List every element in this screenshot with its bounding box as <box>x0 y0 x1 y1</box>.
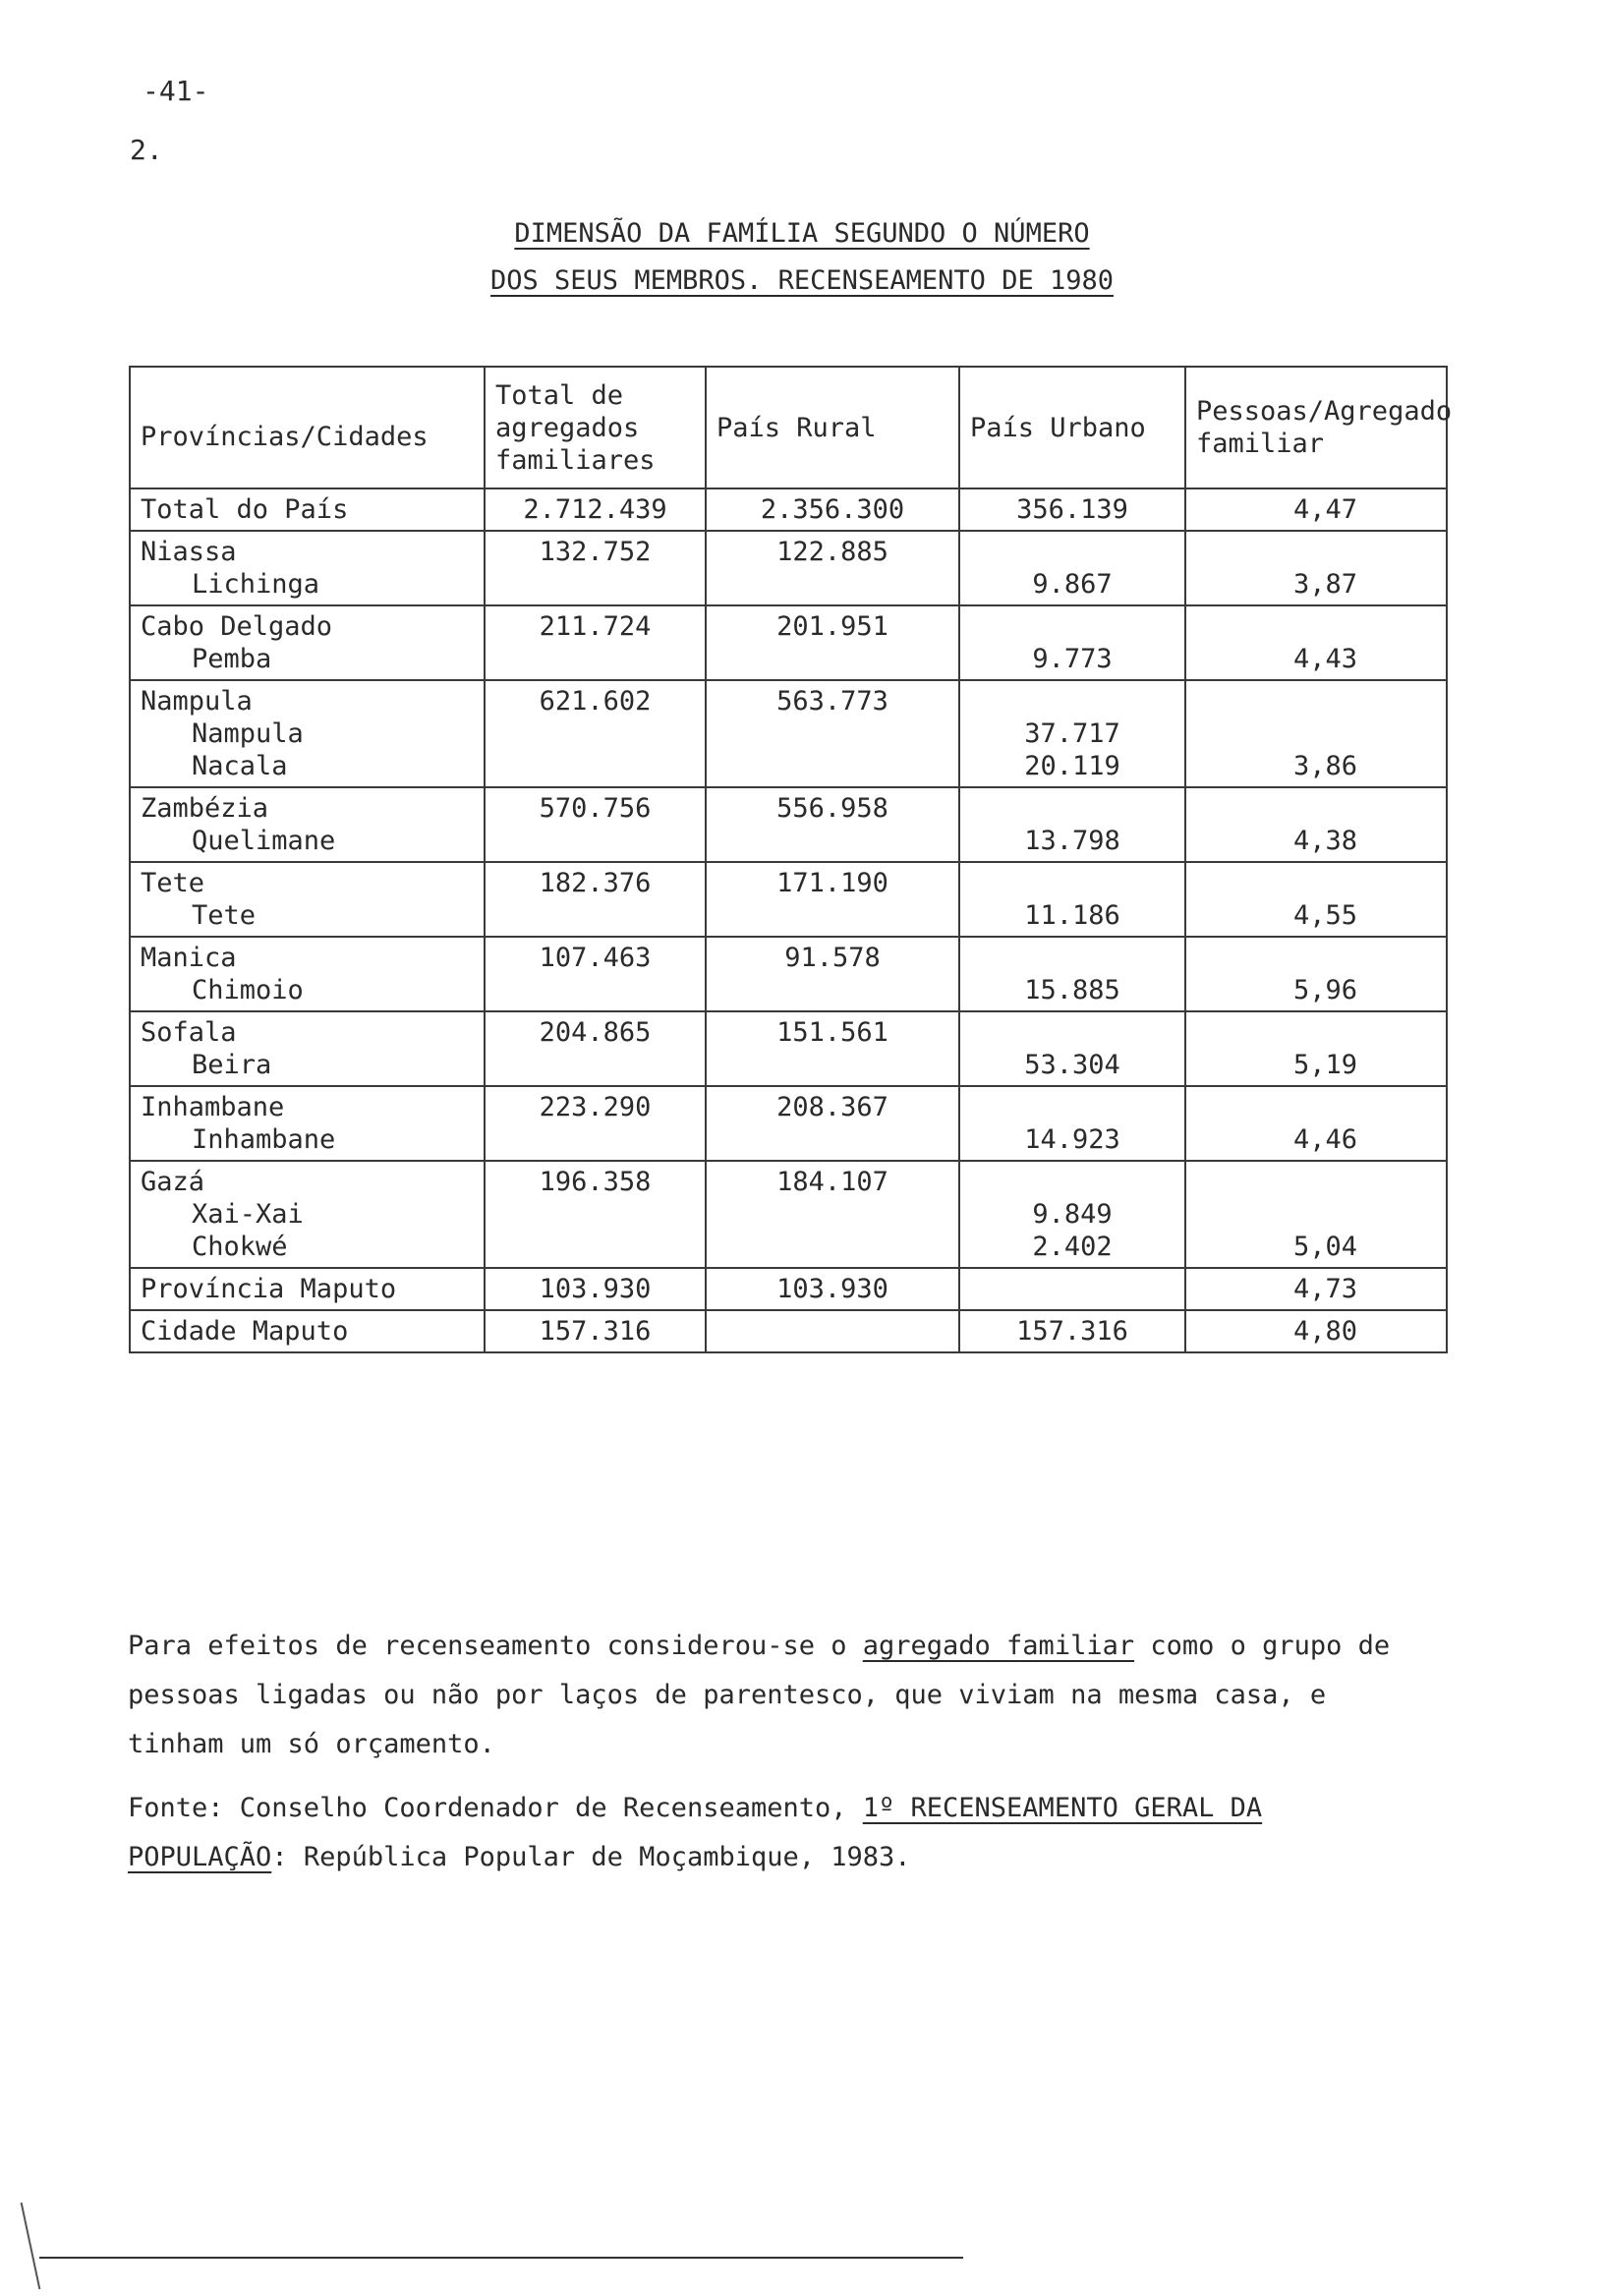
persons-spacer <box>1196 792 1357 825</box>
table-row <box>130 1310 1447 1352</box>
source-title: 1º RECENSEAMENTO GERAL DA POPULAÇÃO <box>128 1793 1263 1872</box>
table-row <box>130 1268 1447 1310</box>
rural-cell: 201.951 <box>706 605 959 680</box>
table-row <box>130 531 1447 605</box>
city-name: Chokwé <box>192 1232 288 1262</box>
province-cell <box>130 1011 485 1086</box>
persons-spacer <box>1196 1166 1357 1198</box>
urban-spacer <box>970 610 1174 643</box>
rural-cell <box>706 1310 959 1352</box>
urban-cell <box>959 862 1185 937</box>
urban-spacer <box>970 792 1174 825</box>
table-row <box>130 787 1447 862</box>
table-title-line-1: DIMENSÃO DA FAMÍLIA SEGUNDO O NÚMERO <box>514 218 1090 249</box>
table-row <box>130 605 1447 680</box>
persons-cell <box>1185 937 1447 1011</box>
header-total: Total de agregados familiares <box>485 367 706 488</box>
province-name: Cabo Delgado <box>141 611 333 642</box>
table-row <box>130 1161 1447 1268</box>
table-row <box>130 680 1447 787</box>
city-name: Beira <box>192 1050 272 1080</box>
footer-rule <box>39 2257 963 2259</box>
persons-cell <box>1185 1011 1447 1086</box>
urban-spacer <box>970 867 1174 899</box>
header-urban: País Urbano <box>959 367 1185 488</box>
province-cell <box>130 1086 485 1161</box>
urban-spacer <box>970 1091 1174 1123</box>
source-rest: : República Popular de Moçambique, 1983. <box>271 1842 911 1872</box>
note-term: agregado familiar <box>862 1631 1135 1661</box>
urban-cell <box>959 531 1185 605</box>
persons-value: 4,43 <box>1292 644 1357 674</box>
urban-value: 13.798 <box>1024 826 1120 856</box>
province-name: Niassa <box>141 537 237 567</box>
urban-value: 37.717 <box>1024 718 1120 749</box>
table-row <box>130 1086 1447 1161</box>
table-header-row <box>130 367 1447 488</box>
section-number: 2. <box>130 134 163 166</box>
province-name: Cidade Maputo <box>141 1316 349 1347</box>
persons-value: 4,38 <box>1292 826 1357 856</box>
city-name: Quelimane <box>192 826 336 856</box>
province-cell <box>130 937 485 1011</box>
rural-cell: 103.930 <box>706 1268 959 1310</box>
total-cell: 196.358 <box>485 1161 706 1268</box>
province-name: Sofala <box>141 1017 237 1048</box>
total-cell: 132.752 <box>485 531 706 605</box>
persons-cell <box>1185 787 1447 862</box>
rural-cell: 208.367 <box>706 1086 959 1161</box>
urban-spacer <box>970 942 1174 974</box>
census-table <box>129 366 1453 1353</box>
rural-cell: 2.356.300 <box>706 488 959 531</box>
persons-cell <box>1185 1310 1447 1352</box>
province-cell <box>130 605 485 680</box>
urban-cell <box>959 605 1185 680</box>
city-name: Nampula <box>192 718 304 749</box>
persons-spacer <box>1196 536 1357 568</box>
source-note <box>128 1784 1405 1882</box>
persons-cell <box>1185 1161 1447 1268</box>
persons-value: 3,86 <box>1292 751 1357 781</box>
province-cell <box>130 680 485 787</box>
urban-value: 53.304 <box>1024 1050 1120 1080</box>
province-name: Inhambane <box>141 1092 285 1122</box>
province-name: Manica <box>141 943 237 973</box>
source-label: Fonte: Conselho Coordenador de Recenseamento, <box>128 1793 863 1823</box>
urban-cell <box>959 1310 1185 1352</box>
total-cell: 157.316 <box>485 1310 706 1352</box>
persons-cell <box>1185 1268 1447 1310</box>
persons-value: 4,55 <box>1292 900 1357 931</box>
total-cell: 204.865 <box>485 1011 706 1086</box>
table-body <box>130 488 1447 1352</box>
city-name: Inhambane <box>192 1124 336 1155</box>
persons-cell <box>1185 680 1447 787</box>
note-text-after: como o grupo de pessoas ligadas ou não por laços de parentesco, que viviam na mesma casa, e tinham um só orçamento. <box>128 1631 1391 1759</box>
persons-value: 4,46 <box>1292 1124 1357 1155</box>
header-provinces: Províncias/Cidades <box>130 367 485 488</box>
persons-value: 4,80 <box>1292 1316 1357 1347</box>
urban-cell <box>959 1161 1185 1268</box>
city-name: Lichinga <box>192 569 320 600</box>
total-cell: 621.602 <box>485 680 706 787</box>
province-cell <box>130 787 485 862</box>
total-cell: 103.930 <box>485 1268 706 1310</box>
persons-spacer <box>1196 718 1357 750</box>
urban-cell <box>959 937 1185 1011</box>
province-name: Gazá <box>141 1167 205 1197</box>
province-cell <box>130 488 485 531</box>
urban-cell <box>959 1011 1185 1086</box>
urban-value: 2.402 <box>1032 1232 1113 1262</box>
urban-cell <box>959 488 1185 531</box>
persons-spacer <box>1196 1016 1357 1049</box>
rural-cell: 171.190 <box>706 862 959 937</box>
urban-value: 157.316 <box>1016 1316 1128 1347</box>
total-cell: 211.724 <box>485 605 706 680</box>
table-row <box>130 488 1447 531</box>
rural-cell: 122.885 <box>706 531 959 605</box>
urban-value: 9.849 <box>1032 1199 1113 1230</box>
province-cell <box>130 862 485 937</box>
urban-value: 20.119 <box>1024 751 1120 781</box>
province-name: Zambézia <box>141 793 269 824</box>
table-row <box>130 862 1447 937</box>
persons-cell <box>1185 862 1447 937</box>
total-cell: 223.290 <box>485 1086 706 1161</box>
rural-cell: 91.578 <box>706 937 959 1011</box>
table-row <box>130 937 1447 1011</box>
persons-spacer <box>1196 942 1357 974</box>
persons-cell <box>1185 531 1447 605</box>
city-name: Pemba <box>192 644 272 674</box>
persons-cell <box>1185 488 1447 531</box>
margin-mark <box>21 2203 41 2289</box>
total-cell: 107.463 <box>485 937 706 1011</box>
persons-spacer <box>1196 685 1357 718</box>
urban-cell <box>959 1268 1185 1310</box>
rural-cell: 563.773 <box>706 680 959 787</box>
urban-value: 11.186 <box>1024 900 1120 931</box>
province-name: Província Maputo <box>141 1274 397 1304</box>
urban-cell <box>959 1086 1185 1161</box>
urban-spacer <box>970 1016 1174 1049</box>
province-cell <box>130 1310 485 1352</box>
definition-note <box>128 1622 1405 1769</box>
persons-spacer <box>1196 867 1357 899</box>
urban-cell <box>959 680 1185 787</box>
header-rural: País Rural <box>706 367 959 488</box>
province-cell <box>130 1268 485 1310</box>
province-name: Tete <box>141 868 205 898</box>
persons-cell <box>1185 605 1447 680</box>
city-name: Chimoio <box>192 975 304 1005</box>
city-name: Xai-Xai <box>192 1199 304 1230</box>
persons-value: 4,73 <box>1292 1274 1357 1304</box>
province-cell <box>130 1161 485 1268</box>
persons-value: 4,47 <box>1292 494 1357 525</box>
province-cell <box>130 531 485 605</box>
urban-value: 9.867 <box>1032 569 1113 600</box>
urban-spacer <box>970 536 1174 568</box>
persons-spacer <box>1196 610 1357 643</box>
city-name: Tete <box>192 900 257 931</box>
persons-cell <box>1185 1086 1447 1161</box>
persons-value: 3,87 <box>1292 569 1357 600</box>
urban-value: 15.885 <box>1024 975 1120 1005</box>
page-number: -41- <box>143 75 209 107</box>
urban-cell <box>959 787 1185 862</box>
urban-value: 14.923 <box>1024 1124 1120 1155</box>
city-name: Nacala <box>192 751 288 781</box>
persons-spacer <box>1196 1091 1357 1123</box>
header-persons: Pessoas/Agregado familiar <box>1185 367 1447 488</box>
persons-spacer <box>1196 1198 1357 1231</box>
note-text-before: Para efeitos de recenseamento considerou-se o <box>128 1631 863 1661</box>
rural-cell: 556.958 <box>706 787 959 862</box>
urban-spacer <box>970 1166 1174 1198</box>
total-cell: 570.756 <box>485 787 706 862</box>
total-cell: 182.376 <box>485 862 706 937</box>
urban-value: 356.139 <box>1016 494 1128 525</box>
urban-value: 9.773 <box>1032 644 1113 674</box>
table-row <box>130 1011 1447 1086</box>
province-name: Nampula <box>141 686 253 717</box>
urban-spacer <box>970 685 1174 718</box>
persons-value: 5,96 <box>1292 975 1357 1005</box>
persons-value: 5,04 <box>1292 1232 1357 1262</box>
rural-cell: 184.107 <box>706 1161 959 1268</box>
table-title-line-2: DOS SEUS MEMBROS. RECENSEAMENTO DE 1980 <box>490 265 1114 296</box>
persons-value: 5,19 <box>1292 1050 1357 1080</box>
province-name: Total do País <box>141 494 349 525</box>
rural-cell: 151.561 <box>706 1011 959 1086</box>
total-cell: 2.712.439 <box>485 488 706 531</box>
